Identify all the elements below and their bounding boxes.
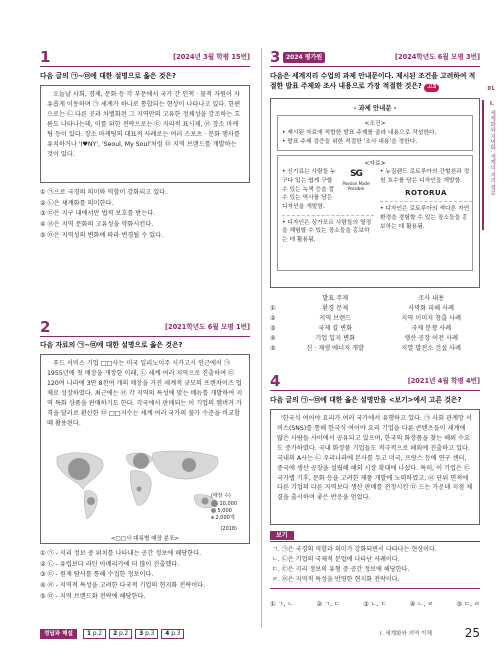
q4-rule [270, 390, 480, 391]
mat2-text: • 뉴질랜드 로토루아의 간헐천과 정원 호수를 담은 디자인을 개발함. [380, 169, 470, 184]
q4-source: [2021년 4월 학평 4번] [407, 377, 480, 385]
q4-option[interactable]: ③ ㄴ, ㄷ [363, 601, 387, 608]
sidebar-tab-top: 01 [487, 86, 495, 92]
col-header-topic: 발표 주제 [322, 295, 349, 302]
condition-label: <조건> [364, 121, 386, 128]
bogi-item: ㄷ. ㉢은 지리 정보의 유형 중 공간 정보에 해당한다. [272, 565, 410, 573]
q4-option[interactable]: ④ ㄴ, ㄹ [409, 601, 434, 608]
q1-option[interactable]: ④ ㉣은 지역 문화의 고유성을 약화시킨다. [40, 220, 154, 228]
footer-label: 정답과 해설 [40, 629, 77, 639]
q4-number: 4 [270, 372, 281, 390]
q3-rule [270, 66, 480, 67]
q1-number: 1 [40, 48, 51, 66]
answer-row[interactable]: ⑤ 신 · 재생 에너지 개발 지열 발전소 건설 사례 [270, 344, 461, 352]
condition-item: • 발표 주제 검증을 위한 적절한 '조사 내용'을 정한다. [282, 138, 418, 145]
column-divider [261, 48, 262, 628]
q4-option[interactable]: ① ㄱ, ㄴ [270, 601, 294, 608]
bogi-item: ㄴ. ㉡은 기업의 국제적 분업에 나타난 사례이다. [272, 555, 400, 563]
page-number: 25 [464, 626, 480, 640]
q2-rule [40, 336, 250, 337]
footer-chapter: Ⅰ. 세계화와 지역 이해 [380, 631, 432, 637]
map-caption: <□□사 대륙별 매장 분포> [110, 536, 180, 542]
q4-stem: 다음 글의 ㉠~㉤에 대한 옳은 설명만을 <보기>에서 고른 것은? [270, 396, 462, 404]
footer-answers [40, 629, 187, 639]
q1-option[interactable]: ① ㉠으로 국경의 의미와 역할이 강화되고 있다. [40, 189, 168, 196]
q1-stem: 다음 글의 ㉠~㉤에 대한 설명으로 옳은 것은? [40, 72, 176, 80]
bogi-box [270, 541, 480, 589]
q1-option[interactable]: ② ㉡은 세계화를 의미한다. [40, 199, 114, 207]
material-label: <자료> [364, 161, 386, 168]
q3-answer-table [270, 294, 480, 354]
condition-item: • 제시된 자료에 적합한 발표 주제를 골라 내용으로 작성한다. [282, 129, 437, 136]
q2-passage: 푸드 서비스 기업 □□사는 미국 일리노이주 시카고시 인근에서 ㉠ 1955년에 첫 매장을 개장한 이래, ㉡ 세계 여러 지역으로 진출하여 ㉢ 120여 나라에 3만 8천여 개의 매장을 가진 세계적 규모의 프랜차이즈 업체로 성장하였다. 최근에는 ㉣ 각 지역의 특성에 맞는 메뉴를 개발하여 지역 특화 상품을 판매하기도 한다. 각국에서 판매되는 이 기업의 햄버거 가격을 달러로 환산한 ㉤ □□지수는 세계 여러 국가의 물가 수준을 비교할 때 활용된다. [47, 360, 243, 427]
q2-option[interactable]: ⑤ ㉤ - 지역 브랜드화 전략에 해당한다. [40, 592, 146, 600]
answer-row[interactable]: ② 지역 브랜드 지역 이미지 창출 사례 [270, 314, 461, 322]
q3-number: 3 [270, 48, 281, 66]
notice-title: - 과제 안내문 - [353, 104, 397, 112]
footer-tab[interactable]: 2 p.2 [109, 629, 132, 639]
q2-source: [2021학년도 6월 모평 1번] [164, 323, 250, 331]
footer-tab[interactable]: 3 p.3 [135, 629, 158, 639]
q2-stem: 다음 자료의 ㉠~㉤에 대한 설명으로 옳은 것은? [40, 341, 183, 349]
map-year: (2018) [220, 526, 237, 532]
q1-passage-box [40, 85, 250, 183]
sidebar-label: 세계화와 지역화, 세계의 지리 정보 [489, 110, 496, 196]
map-legend-item: 5,000 [211, 508, 237, 515]
material-rotorua [380, 168, 472, 231]
sidebar-chapter: Ⅰ. [489, 101, 495, 107]
bogi-item: ㄹ. ㉣은 지역적 특성을 반영한 현지화 전략이다. [272, 575, 400, 583]
q2-option[interactable]: ② ㉡ - 유럽보다 라틴 아메리카에 더 많이 진출했다. [40, 560, 180, 568]
q3-stem: 다음은 세계지리 수업의 과제 안내문이다. 제시된 조건을 고려하여 적절한 발표 주제와 조사 내용으로 가장 적절한 것은? 고3 [270, 72, 476, 90]
col-header-content: 조사 내용 [418, 295, 445, 302]
q2-world-map [49, 445, 241, 533]
q2-option[interactable]: ④ ㉣ - 지역적 특성을 고려한 다국적 기업의 현지화 전략이다. [40, 581, 206, 589]
bogi-item: ㄱ. ㉠은 국경의 역할과 의미가 강화되면서 나타나는 현상이다. [272, 545, 437, 553]
q3-notice-box [270, 98, 480, 288]
answer-row[interactable]: ③ 국제 결 변화 국제 분쟁 사례 [270, 324, 452, 332]
material-singapore [282, 168, 374, 245]
mat1-text: • 신기료는 사람들 누구나 있는 쉽게 구할 수 있는 녹색 등을 깔 수 있는 역사를 담은 디자인을 개발함. [282, 169, 336, 211]
q1-source: [2024년 3월 학평 15번] [173, 53, 250, 61]
q1-rule [40, 66, 250, 67]
map-legend-title: (매장 수) [210, 493, 231, 499]
difficulty-badge: 고3 [424, 84, 439, 92]
q1-passage: 오늘날 사회, 경제, 문화 등 각 부문에서 국가 간 인적 · 물적 자원이 자유롭게 이동하며 ㉠ 세계가 하나로 통합되는 현상이 나타나고 있다. 한편으로는 ㉡ 다른 곳과 차별화된 그 지역만의 고유한 정체성을 강조하는 흐름도 나타나는데, 이를 위한 전략으로는 ㉢ 지리적 표시제, ㉣ 장소 마케팅 등이 있다. 장소 마케팅의 대표적 사례로는 여러 스포츠 · 문화 행사를 유치하거나 'I♥NY', 'Seoul, My Soul'처럼 ㉤ 지역 브랜드를 개발하는 것이 있다. [47, 91, 241, 158]
mat4-text: • 디자인은 로토루아의 색다른 자연환경을 경험할 수 있는 장소들을 홍보하는 데 활용됨. [380, 206, 470, 230]
q2-passage-box [40, 354, 250, 544]
q3-source: [2024학년도 6월 모평 3번] [394, 53, 480, 61]
conditions-box [277, 115, 473, 151]
rotorua-logo: ROTORUA [405, 188, 447, 197]
answer-row[interactable]: ① 환경 문제 사막화 피해 사례 [270, 304, 455, 312]
answer-row[interactable]: ④ 기업 입지 변화 생산 공장 이전 사례 [270, 334, 459, 342]
q3-tag: 2024 평가원 [283, 52, 325, 63]
q2-number: 2 [40, 318, 51, 336]
q4-option[interactable]: ② ㄱ, ㄷ [316, 601, 341, 608]
q4-options [270, 600, 480, 609]
q2-option[interactable]: ① ㉠ - 지리 정보 중 위치를 나타내는 공간 정보에 해당한다. [40, 550, 202, 557]
mat3-text: • 디자인은 싱가포르 사람들의 열정을 체험할 수 있는 장소들을 홍보하는 데 활용됨. [282, 219, 372, 244]
q2-option[interactable]: ③ ㉢ - 원재 탐사를 통해 수집한 정보이다. [40, 571, 154, 579]
bogi-label: 보기 [270, 531, 294, 540]
q1-option[interactable]: ⑤ ㉤은 지역성의 변화에 따라 변경될 수 있다. [40, 231, 164, 239]
sidebar-tab[interactable] [482, 100, 500, 230]
q1-options [40, 188, 250, 241]
materials-box [277, 155, 473, 271]
q2-options [40, 549, 250, 602]
q4-passage: '한국식 여어야 요리가 여러 국가에서 유행하고 있다. ㉠ 사회 관계망 서비스(SNS)를 통해 한국식 여어야 요리 기업을 다룬 콘텐츠들이 세계에 많은 사람들 사이에서 공유되고 있으며, 한국의 화장품을 찾는 해외 수요도 증가하였다. 국내 화장품 기업들도 적극적으로 해외에 진출하고 있다. 국내의 A사는 ㉡ 우리나라에 본사를 두고 미국, 프랑스 등에 연구 센터, 중국에 생산 공장을 설립해 해외 시장 확대에 나섰다. 특히, 이 기업은 ㉢ 국가별 기후, 문화 등을 고려한 제품 개발에 노력하였고, ㉣ 단위 면적에 다른 기업의 다른 지역보다 생산 판매를 전정시킨 ㉤ 드는 가운데 지점 체결을 출시하며 좋은 반응을 얻었다. [277, 415, 473, 502]
footer-tab[interactable]: 1 p.2 [83, 629, 106, 639]
q4-option[interactable]: ⑤ ㄷ, ㄹ [456, 601, 480, 608]
map-legend-item: 2,000개 [211, 515, 237, 522]
map-legend-item: 10,000 [211, 500, 237, 508]
q4-passage-box [270, 409, 480, 525]
q1-option[interactable]: ③ ㉢은 지구 내에서만 법적 보호를 받는다. [40, 210, 156, 218]
singapore-logo: SG Passion Made Possible [342, 169, 370, 191]
q4-bogi [270, 531, 480, 589]
footer-tab[interactable]: 4 p.3 [161, 629, 184, 639]
map-legend [211, 493, 237, 522]
